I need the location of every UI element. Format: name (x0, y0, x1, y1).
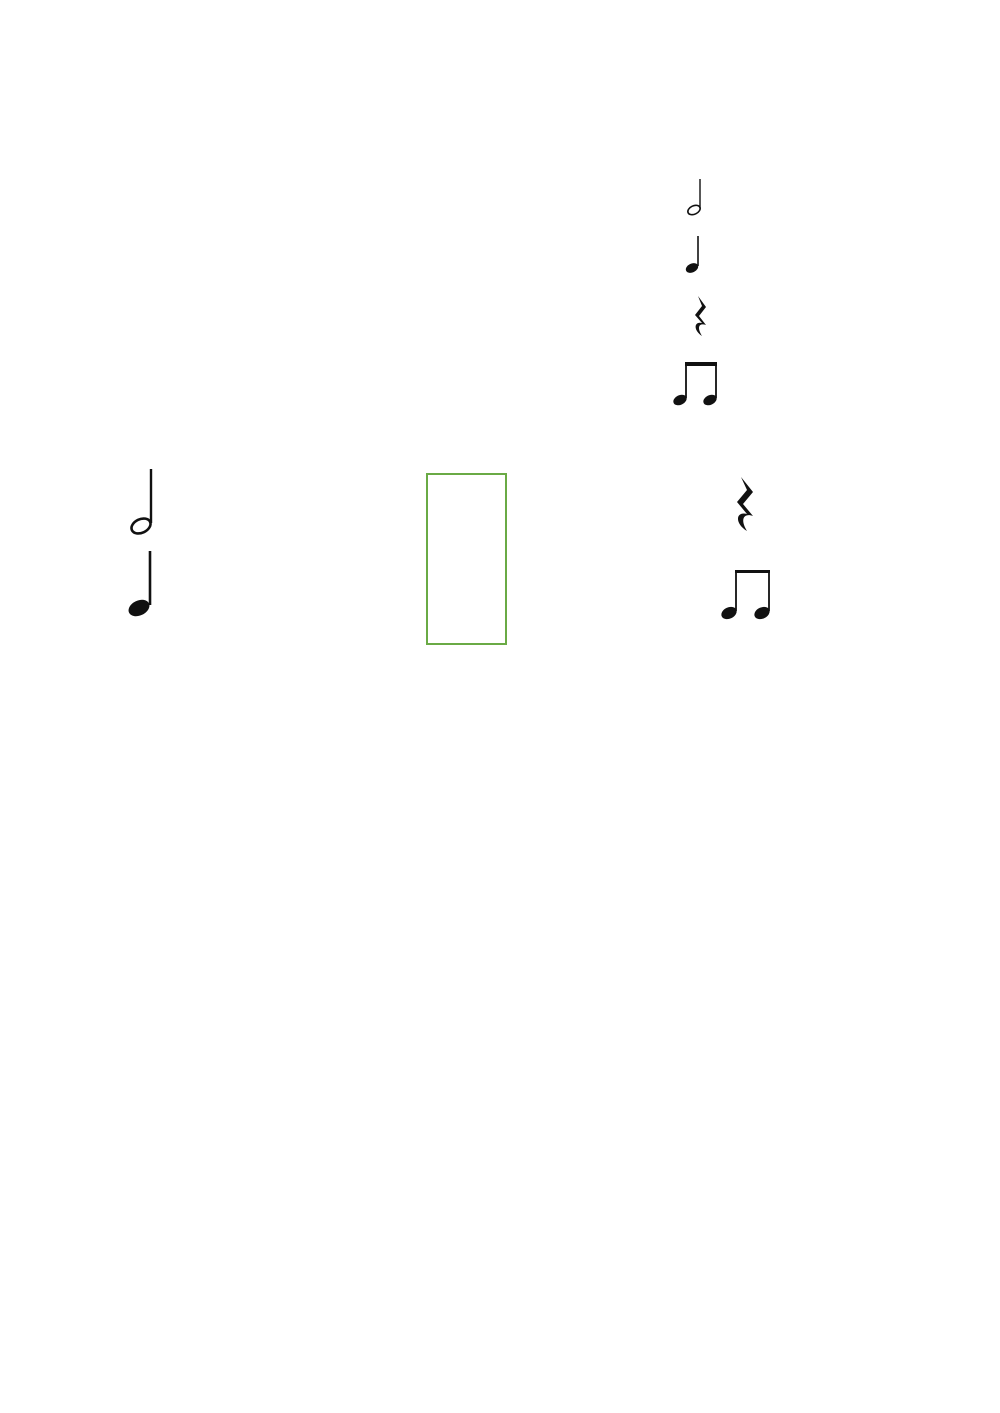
quarter-rest-icon (690, 294, 712, 340)
quarter-note-icon (683, 234, 711, 276)
quarter-note-icon[interactable] (122, 548, 162, 624)
quarter-rest-icon[interactable] (730, 474, 762, 536)
eighth-notes-pair-icon (670, 358, 724, 410)
syllable-box (426, 473, 507, 645)
half-note-icon[interactable] (124, 465, 164, 541)
eighth-notes-pair-icon[interactable] (718, 566, 778, 624)
half-note-icon (684, 176, 712, 218)
